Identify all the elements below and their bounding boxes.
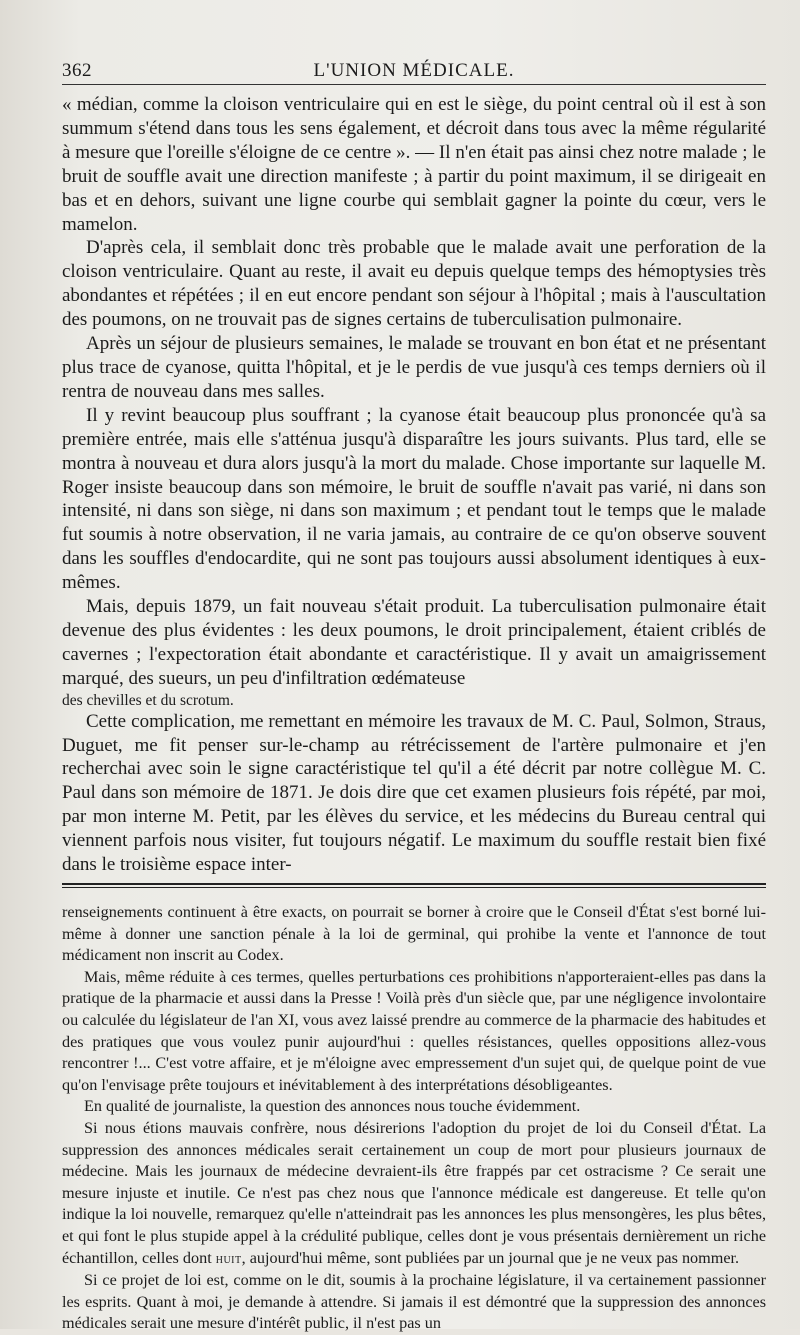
journal-title: L'UNION MÉDICALE. xyxy=(313,60,515,81)
feuilleton-text: , aujourd'hui même, sont publiées par un journal que je ne veux pas nommer. xyxy=(241,1248,740,1267)
article-paragraph: Mais, depuis 1879, un fait nouveau s'était produit. La tuberculisation pulmonaire était devenue des plus évidentes : les deux poumons, le droit principalement, étaient criblés de cavernes ; l'expectoration était abondante et caractéristique. Il y avait un amaigrissement marqué, des sueurs, un peu d'infiltration œdémateuse xyxy=(62,596,766,689)
feuilleton-paragraph: Si ce projet de loi est, comme on le dit, soumis à la prochaine législature, il va certainement passionner les esprits. Quant à moi, je demande à attendre. Si jamais il est démontré que la suppression des annonces médicales serait une mesure d'intérêt public, il n'est pas un xyxy=(62,1271,766,1333)
feuilleton-separator xyxy=(62,883,766,888)
feuilleton xyxy=(62,902,766,1335)
feuilleton-paragraph: Mais, même réduite à ces termes, quelles perturbations ces prohibitions n'apporteraient-elles pas dans la pratique de la pharmacie et aussi dans la Presse ! Voilà près d'un siècle que, par une négligence involontaire ou calculée du législateur de l'an XI, vous avez laissé prendre au commerce de la pharmacie des habitudes et des pratiques que vous voulez punir aujourd'hui : quelles résistances, quelles oppositions allez-vous rencontrer !... C'est votre affaire, et je m'éloigne avec empressement d'un sujet qui, de quelque point de vue qu'on l'envisage prête toujours et inévitablement à des interprétations désobligeantes. xyxy=(62,967,766,1094)
small-caps-word: huit xyxy=(215,1251,242,1267)
article-paragraph: Après un séjour de plusieurs semaines, le malade se trouvant en bon état et ne présentant plus trace de cyanose, quitta l'hôpital, et je le perdis de vue jusqu'à ces temps derniers où il rentra de nouveau dans mes salles. xyxy=(62,333,766,402)
article-paragraph: « médian, comme la cloison ventriculaire qui en est le siège, du point central où il est à son summum s'étend dans tous les sens également, et décroit dans tous avec la même régularité à mesure que l'oreille s'éloigne de ce centre ». — Il n'en était pas ainsi chez notre malade ; le bruit de souffle avait une direction manifeste ; à partir du point maximum, il se dirigeait en bas et en dehors, suivant une ligne courbe qui semblait gagner la pointe du cœur, vers le mamelon. xyxy=(62,94,766,235)
feuilleton-paragraph xyxy=(62,1118,766,1270)
feuilleton-paragraph: renseignements continuent à être exacts, on pourrait se borner à croire que le Conseil d'État s'est borné lui-même à donner une sanction pénale à la loi de germinal, qui prohibe la vente et l'annonce de tout médicament non inscrit au Codex. xyxy=(62,903,766,965)
article-paragraph: Cette complication, me remettant en mémoire les travaux de M. C. Paul, Solmon, Straus, Duguet, me fit penser sur-le-champ au rétrécissement de l'artère pulmonaire et j'en recherchai avec soin le signe caractéristique tel qu'il a été décrit par notre collègue M. C. Paul dans son mémoire de 1871. Je dois dire que cet examen plusieurs fois répété, par moi, par mon interne M. Petit, par les élèves du service, et les médecins du Bureau central qui viennent parfois nous visiter, fut toujours négatif. Le maximum du souffle restait bien fixé dans le troisième espace inter- xyxy=(62,710,766,876)
feuilleton-paragraph: En qualité de journaliste, la question des annonces nous touche évidemment. xyxy=(84,1097,581,1116)
article-paragraph-small: des chevilles et du scrotum. xyxy=(62,691,234,709)
article-paragraph: D'après cela, il semblait donc très probable que le malade avait une perforation de la cloison ventriculaire. Quant au reste, il avait eu depuis quelque temps des hémoptysies très abondantes et répétées ; il en eut encore pendant son séjour à l'hôpital ; mais à l'auscultation des poumons, on ne trouvait pas de signes certains de tuberculisation pulmonaire. xyxy=(62,237,766,331)
feuilleton-text: Si nous étions mauvais confrère, nous désirerions l'adoption du projet de loi du Conseil d'État. La suppression des annonces médicales serait certainement un coup de mort pour plusieurs journaux de médecine. Mais les journaux de médecine devraient-ils être frappés par cet ostracisme ? Ce serait une mesure injuste et inutile. Ce n'est pas chez nous que l'annonce médicale est dangereuse. Et telle qu'on indique la loi nouvelle, remarquez qu'elle n'atteindrait pas les annonces les plus mensongères, les plus bêtes, et qui font le plus stupide appel à la crédulité publique, celles dont je vous présentais dernièrement un riche échantillon, celles dont xyxy=(62,1118,766,1267)
page-number: 362 xyxy=(62,60,92,81)
article-body xyxy=(62,93,766,877)
article-paragraph: Il y revint beaucoup plus souffrant ; la cyanose était beaucoup plus prononcée qu'à sa première entrée, mais elle s'atténua jusqu'à disparaître les jours suivants. Plus tard, elle se montra à nouveau et dura alors jusqu'à la mort du malade. Chose importante sur laquelle M. Roger insiste beaucoup dans son mémoire, le bruit de souffle n'avait pas varié, ni dans son intensité, ni dans son siège, ni dans son maximum ; et pendant tout le temps que le malade fut soumis à notre observation, il ne varia jamais, au contraire de ce qu'on observe souvent dans les souffles d'endocardite, qui ne sont pas toujours aussi absolument identiques à eux-mêmes. xyxy=(62,404,766,594)
running-head xyxy=(62,52,766,85)
